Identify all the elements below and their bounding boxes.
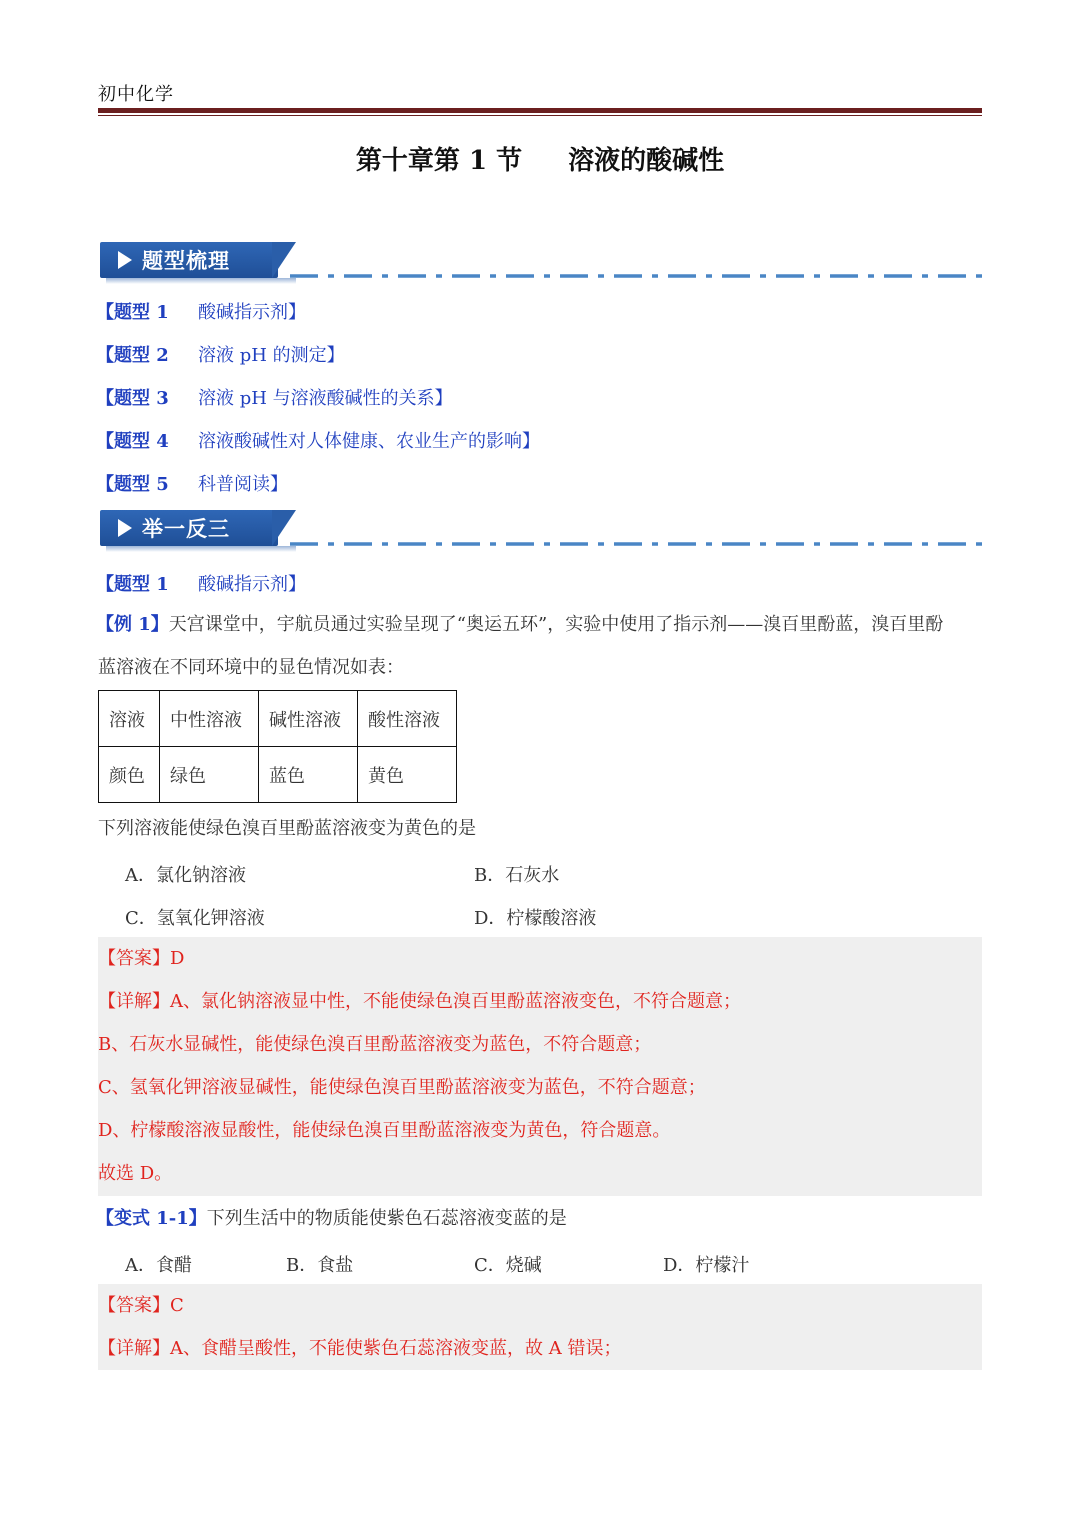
dash-dot-divider [290, 542, 982, 546]
example-1-tag: 【例 1】 [96, 614, 169, 635]
detail-line: D、柠檬酸溶液显酸性，能使绿色溴百里酚蓝溶液变为黄色，符合题意。 [98, 1120, 671, 1141]
banner-examples-label: 举一反三 [142, 517, 230, 541]
overview-item: 【题型 2 溶液 pH 的测定】 [96, 345, 345, 366]
detail-line: 【详解】A、氯化钠溶液显中性，不能使绿色溴百里酚蓝溶液变色，不符合题意； [98, 991, 741, 1012]
variant-1-1-text: 【变式 1-1】下列生活中的物质能使紫色石蕊溶液变蓝的是 [96, 1208, 567, 1229]
play-arrow-icon [118, 519, 132, 537]
overview-item: 【题型 3 溶液 pH 与溶液酸碱性的关系】 [96, 388, 453, 409]
answer-line: 【答案】C [98, 1295, 184, 1316]
example-1-text-cont: 蓝溶液在不同环境中的显色情况如表： [98, 657, 404, 678]
option-c: C．烧碱 [474, 1255, 542, 1276]
option-b: B．食盐 [286, 1255, 354, 1276]
title-topic: 溶液的酸碱性 [568, 146, 725, 176]
detail-line: C、氢氧化钾溶液显碱性，能使绿色溴百里酚蓝溶液变为蓝色，不符合题意； [98, 1077, 706, 1098]
variant-tag: 【变式 1-1】 [96, 1208, 207, 1229]
example-1-text: 【例 1】天宫课堂中，宇航员通过实验呈现了“奥运五环”，实验中使用了指示剂——溴百里酚蓝，溴百里酚 [96, 614, 944, 635]
example-1-question: 下列溶液能使绿色溴百里酚蓝溶液变为黄色的是 [98, 818, 476, 839]
section-heading: 【题型 1 酸碱指示剂】 [96, 574, 306, 595]
answer-line: 【答案】D [98, 948, 185, 969]
detail-line: B、石灰水显碱性，能使绿色溴百里酚蓝溶液变为蓝色，不符合题意； [98, 1034, 652, 1055]
header-rule-thin [98, 115, 982, 116]
table-row [99, 691, 457, 747]
answer-box [98, 937, 982, 1196]
table-cell: 酸性溶液 [358, 691, 457, 747]
dash-dot-divider [290, 274, 982, 278]
table-cell: 溶液 [99, 691, 160, 747]
banner-overview [100, 240, 300, 280]
table-cell: 中性溶液 [160, 691, 259, 747]
option-d: D．柠檬汁 [663, 1255, 750, 1276]
conclusion-line: 故选 D。 [98, 1163, 173, 1184]
option-a: A．氯化钠溶液 [125, 865, 246, 886]
table-cell: 颜色 [99, 747, 160, 803]
table-cell: 绿色 [160, 747, 259, 803]
subject-label: 初中化学 [98, 84, 174, 105]
table-row [99, 747, 457, 803]
answer-value: C [170, 1295, 184, 1316]
option-a: A．食醋 [125, 1255, 192, 1276]
header-rule [98, 108, 982, 113]
banner-examples [100, 508, 300, 548]
table-cell: 碱性溶液 [259, 691, 358, 747]
option-d: D．柠檬酸溶液 [474, 908, 597, 929]
overview-item: 【题型 1 酸碱指示剂】 [96, 302, 306, 323]
option-b: B．石灰水 [474, 865, 560, 886]
table-cell: 黄色 [358, 747, 457, 803]
table-cell: 蓝色 [259, 747, 358, 803]
overview-item: 【题型 4 溶液酸碱性对人体健康、农业生产的影响】 [96, 431, 540, 452]
play-arrow-icon [118, 251, 132, 269]
banner-overview-label: 题型梳理 [142, 249, 230, 273]
indicator-color-table [98, 690, 457, 803]
option-c: C．氢氧化钾溶液 [125, 908, 265, 929]
overview-item: 【题型 5 科普阅读】 [96, 474, 288, 495]
page-title [0, 140, 1080, 177]
title-chapter: 第十章第 1 节 [355, 146, 523, 176]
answer-value: D [170, 948, 185, 969]
detail-line: 【详解】A、食醋呈酸性，不能使紫色石蕊溶液变蓝，故 A 错误； [98, 1338, 622, 1359]
